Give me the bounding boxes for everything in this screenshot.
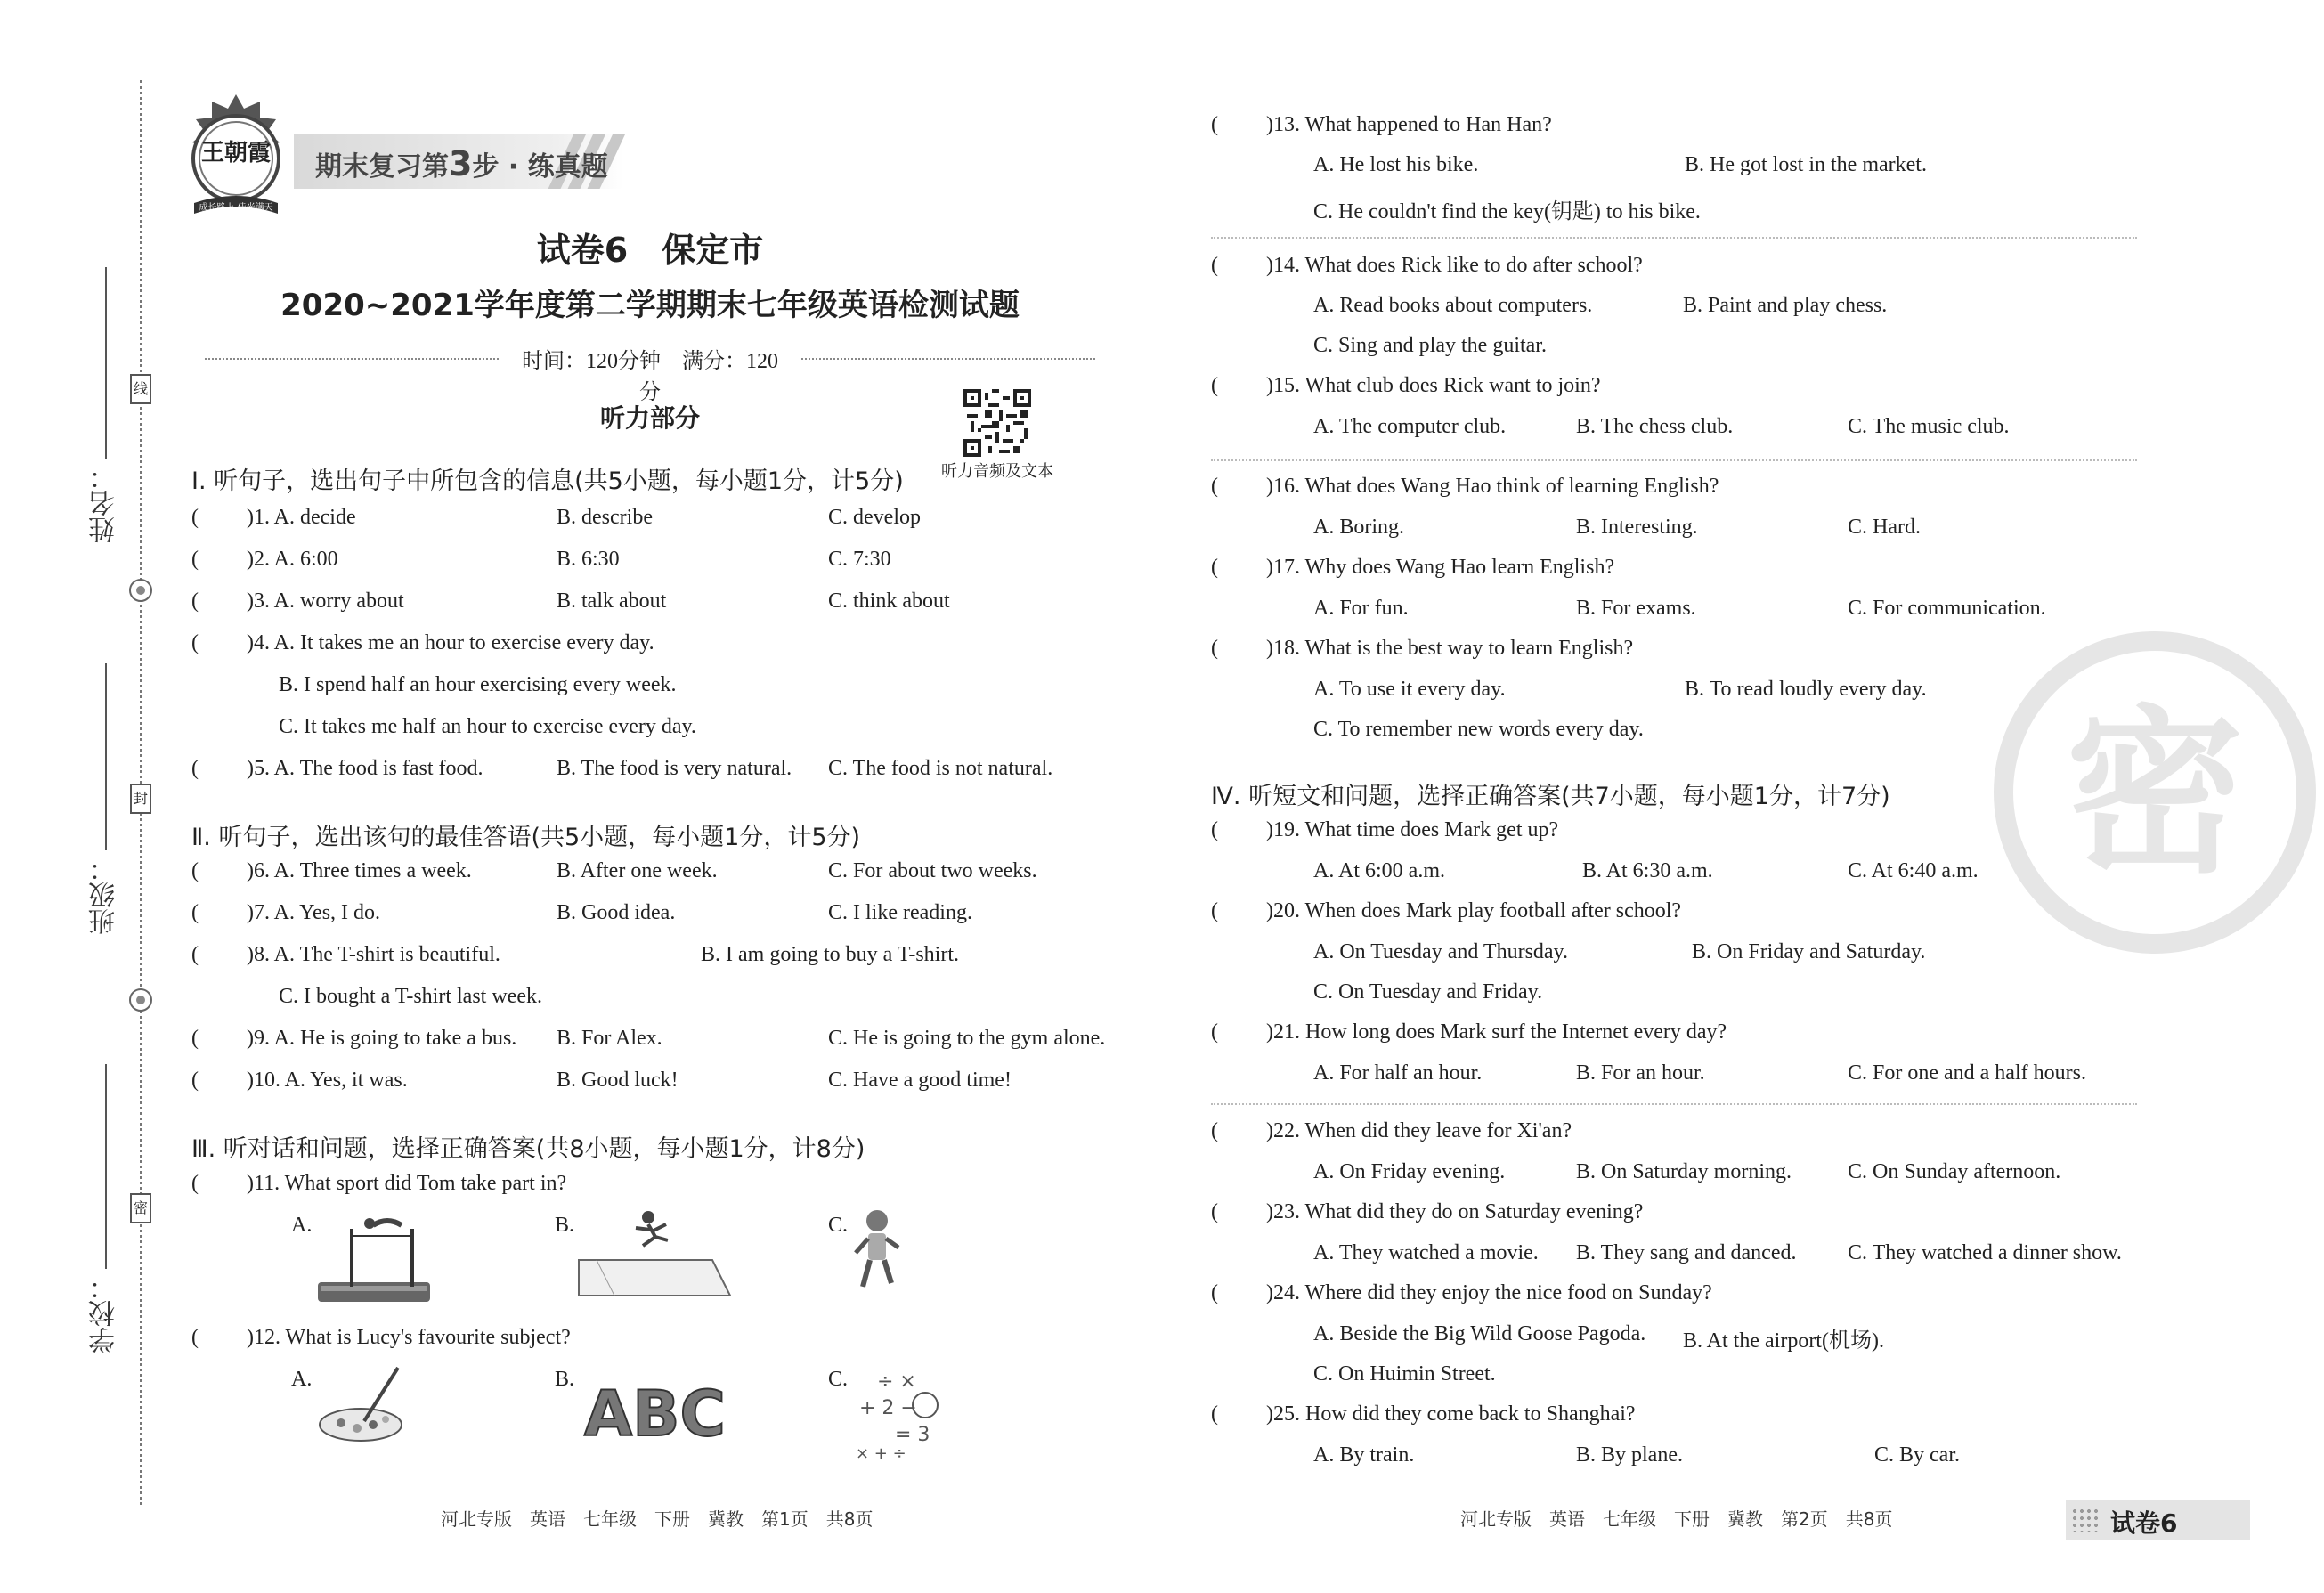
answer-bracket[interactable]: (: [191, 943, 199, 966]
q20-option-b: B. On Friday and Saturday.: [1692, 940, 1926, 963]
option-a: )10. A. Yes, it was.: [247, 1069, 408, 1092]
question-text: )18. What is the best way to learn English?: [1266, 637, 1634, 660]
option-c: C. I like reading.: [828, 901, 972, 924]
q14-option-a: A. Read books about computers.: [1313, 294, 1593, 317]
q14-option-b: B. Paint and play chess.: [1683, 294, 1888, 317]
school-fill-line[interactable]: [105, 1064, 107, 1269]
option-b: B. I am going to buy a T-shirt.: [701, 943, 959, 966]
question-4: [191, 631, 1126, 667]
option-c: C. 7:30: [828, 548, 891, 571]
svg-text:× + ÷: × + ÷: [856, 1444, 906, 1463]
review-banner: [294, 134, 623, 189]
cut-mark-3: 密: [130, 1193, 151, 1223]
q11-label-c: C.: [828, 1214, 849, 1237]
option-b: B. describe: [557, 506, 653, 529]
option-a: )4. A. It takes me an hour to exercise every day.: [247, 631, 654, 654]
option-a: )6. A. Three times a week.: [247, 859, 472, 882]
q12-label-c: C.: [828, 1368, 849, 1391]
question-text: )16. What does Wang Hao think of learning English?: [1266, 475, 1719, 498]
q23-option-b: B. They sang and danced.: [1576, 1241, 1797, 1264]
option-a: )8. A. The T-shirt is beautiful.: [247, 943, 500, 966]
q23-option-c: C. They watched a dinner show.: [1848, 1241, 2122, 1264]
q21-option-a: A. For half an hour.: [1313, 1061, 1483, 1085]
answer-bracket[interactable]: (: [191, 859, 199, 882]
section-1-heading: Ⅰ. 听句子，选出句子中所包含的信息(共5小题，每小题1分，计5分): [191, 467, 904, 495]
dots-pattern-icon: [2071, 1508, 2101, 1532]
school-label: 学校：: [89, 1273, 120, 1353]
answer-bracket[interactable]: (: [191, 1069, 199, 1092]
q12-label-a: A.: [291, 1368, 313, 1391]
question-15: [1211, 374, 2146, 410]
question-text: )22. When did they leave for Xi'an?: [1266, 1119, 1572, 1142]
high-jump-picture: [316, 1211, 432, 1313]
banner-prefix: 期末复习第: [315, 151, 449, 183]
svg-text:成长路上 佳光满天: 成长路上 佳光满天: [199, 203, 273, 213]
running-boy-picture: [850, 1207, 904, 1300]
question-16: [1211, 475, 2146, 510]
publisher-logo: [178, 89, 294, 223]
option-c: C. The food is not natural.: [828, 757, 1053, 780]
q8-option-c: C. I bought a T-shirt last week.: [279, 985, 542, 1008]
q25-option-a: A. By train.: [1313, 1443, 1415, 1467]
answer-bracket[interactable]: (: [1211, 113, 1218, 136]
q22-option-a: A. On Friday evening.: [1313, 1160, 1506, 1183]
confidential-seal-watermark: [1986, 623, 2324, 962]
q13-option-c: C. He couldn't find the key(钥匙) to his bike.: [1313, 200, 1701, 224]
answer-bracket[interactable]: (: [1211, 1200, 1218, 1223]
q17-option-c: C. For communication.: [1848, 597, 2046, 620]
answer-bracket[interactable]: (: [1211, 1402, 1218, 1426]
question-separator: [1211, 459, 2137, 461]
class-label: 班级：: [89, 855, 120, 935]
q22-option-b: B. On Saturday morning.: [1576, 1160, 1792, 1183]
q24-option-a: A. Beside the Big Wild Goose Pagoda.: [1313, 1322, 1646, 1345]
q15-option-a: A. The computer club.: [1313, 415, 1507, 438]
question-text: )21. How long does Mark surf the Internet every day?: [1266, 1020, 1727, 1044]
question-25: [1211, 1402, 2146, 1438]
answer-bracket[interactable]: (: [191, 548, 199, 571]
q18-option-a: A. To use it every day.: [1313, 678, 1506, 701]
q12-label-b: B.: [555, 1368, 575, 1391]
question-2: [191, 548, 1126, 583]
question-1: [191, 506, 1126, 541]
question-23: [1211, 1200, 2146, 1236]
answer-bracket[interactable]: (: [1211, 475, 1218, 498]
question-21: [1211, 1020, 2146, 1056]
q19-option-b: B. At 6:30 a.m.: [1582, 859, 1713, 882]
long-jump-picture: [579, 1207, 730, 1309]
time-score-info: 时间：120分钟 满分：120分: [516, 343, 784, 405]
q13-option-b: B. He got lost in the market.: [1685, 153, 1927, 176]
question-5: [191, 757, 1126, 792]
answer-bracket[interactable]: (: [1211, 1281, 1218, 1304]
svg-text:÷ ×: ÷ ×: [877, 1370, 916, 1393]
question-24: [1211, 1281, 2146, 1317]
q15-option-c: C. The music club.: [1848, 415, 2010, 438]
option-a: )7. A. Yes, I do.: [247, 901, 381, 924]
q17-option-a: A. For fun.: [1313, 597, 1409, 620]
q22-option-c: C. On Sunday afternoon.: [1848, 1160, 2061, 1183]
answer-bracket[interactable]: (: [1211, 556, 1218, 579]
question-10: [191, 1069, 1126, 1104]
question-7: [191, 901, 1126, 937]
svg-text:王朝霞: 王朝霞: [200, 140, 272, 167]
answer-bracket[interactable]: (: [191, 1326, 199, 1349]
q13-option-a: A. He lost his bike.: [1313, 153, 1479, 176]
option-b: B. Good luck!: [557, 1069, 679, 1092]
question-separator: [1211, 237, 2137, 239]
section-4-heading: Ⅳ. 听短文和问题，选择正确答案(共7小题，每小题1分，计7分): [1211, 783, 1890, 810]
q24-option-b: B. At the airport(机场).: [1683, 1329, 1884, 1353]
option-c: C. develop: [828, 506, 921, 529]
option-a: )9. A. He is going to take a bus.: [247, 1027, 517, 1050]
svg-text:ABC: ABC: [584, 1378, 726, 1451]
question-17: [1211, 556, 2146, 591]
answer-bracket[interactable]: (: [191, 901, 199, 924]
cut-mark-1: 线: [130, 374, 151, 404]
q18-option-b: B. To read loudly every day.: [1685, 678, 1927, 701]
option-a: )2. A. 6:00: [247, 548, 338, 571]
answer-bracket[interactable]: (: [191, 757, 199, 780]
answer-bracket[interactable]: (: [1211, 818, 1218, 841]
class-fill-line[interactable]: [105, 663, 107, 850]
question-6: [191, 859, 1126, 895]
q16-option-a: A. Boring.: [1313, 516, 1404, 539]
q25-option-b: B. By plane.: [1576, 1443, 1683, 1467]
q19-option-c: C. At 6:40 a.m.: [1848, 859, 1979, 882]
footer-right-page: 河北专版 英语 七年级 下册 冀教 第2页 共8页: [1460, 1508, 1893, 1530]
q19-option-a: A. At 6:00 a.m.: [1313, 859, 1445, 882]
question-13: [1211, 113, 2146, 149]
question-text: )17. Why does Wang Hao learn English?: [1266, 556, 1615, 579]
answer-bracket[interactable]: (: [191, 506, 199, 529]
name-label: 姓名：: [89, 463, 120, 543]
question-text: )20. When does Mark play football after school?: [1266, 899, 1682, 922]
paper-title: 试卷6 保定市: [536, 231, 764, 270]
question-text: )11. What sport did Tom take part in?: [247, 1172, 567, 1195]
question-11: [191, 1172, 1126, 1207]
binding-margin: [0, 0, 178, 1593]
option-b: B. After one week.: [557, 859, 718, 882]
paper-tab-label: 试卷6: [2110, 1508, 2178, 1538]
answer-bracket[interactable]: (: [191, 631, 199, 654]
q17-option-b: B. For exams.: [1576, 597, 1696, 620]
question-3: [191, 589, 1126, 625]
cut-mark-2: 封: [130, 784, 151, 814]
option-c: C. think about: [828, 589, 950, 613]
abc-letters-picture: [579, 1362, 726, 1451]
question-text: )14. What does Rick like to do after school?: [1266, 254, 1643, 277]
answer-bracket[interactable]: (: [1211, 374, 1218, 397]
banner-suffix: 步 · 练真题: [472, 151, 608, 183]
q11-label-b: B.: [555, 1214, 575, 1237]
svg-text:密: 密: [2065, 690, 2245, 898]
question-14: [1211, 254, 2146, 289]
q16-option-c: C. Hard.: [1848, 516, 1921, 539]
q23-option-a: A. They watched a movie.: [1313, 1241, 1539, 1264]
question-text: )19. What time does Mark get up?: [1266, 818, 1559, 841]
name-fill-line[interactable]: [105, 267, 107, 459]
question-text: )23. What did they do on Saturday evening?: [1266, 1200, 1644, 1223]
answer-bracket[interactable]: (: [191, 1172, 199, 1195]
q4-option-b: B. I spend half an hour exercising every week.: [279, 673, 677, 696]
section-2-heading: Ⅱ. 听句子，选出该句的最佳答语(共5小题，每小题1分，计5分): [191, 824, 861, 851]
option-c: C. Have a good time!: [828, 1069, 1012, 1092]
art-palette-picture: [316, 1362, 414, 1451]
listening-section-title: 听力部分: [599, 403, 700, 433]
option-b: B. The food is very natural.: [557, 757, 792, 780]
q20-option-a: A. On Tuesday and Thursday.: [1313, 940, 1568, 963]
q14-option-c: C. Sing and play the guitar.: [1313, 334, 1547, 357]
option-c: C. For about two weeks.: [828, 859, 1037, 882]
section-3-heading: Ⅲ. 听对话和问题，选择正确答案(共8小题，每小题1分，计8分): [191, 1135, 865, 1163]
option-b: B. talk about: [557, 589, 667, 613]
qr-code-icon[interactable]: [963, 389, 1031, 457]
binding-ring-1: [129, 579, 152, 602]
answer-bracket[interactable]: (: [191, 589, 199, 613]
option-b: B. 6:30: [557, 548, 620, 571]
question-text: )25. How did they come back to Shanghai?: [1266, 1402, 1636, 1426]
q21-option-c: C. For one and a half hours.: [1848, 1061, 2086, 1085]
paper-subtitle: 2020~2021学年度第二学期期末七年级英语检测试题: [280, 288, 1020, 323]
question-12: [191, 1326, 1126, 1361]
question-text: )13. What happened to Han Han?: [1266, 113, 1552, 136]
q4-option-c: C. It takes me half an hour to exercise every day.: [279, 715, 696, 738]
option-a: )5. A. The food is fast food.: [247, 757, 483, 780]
footer-left-page: 河北专版 英语 七年级 下册 冀教 第1页 共8页: [441, 1508, 874, 1530]
question-22: [1211, 1119, 2146, 1155]
question-9: [191, 1027, 1126, 1062]
question-text: )24. Where did they enjoy the nice food on Sunday?: [1266, 1281, 1712, 1304]
option-c: C. He is going to the gym alone.: [828, 1027, 1106, 1050]
q15-option-b: B. The chess club.: [1576, 415, 1734, 438]
answer-bracket[interactable]: (: [1211, 637, 1218, 660]
banner-step-number: 3: [449, 144, 473, 183]
q24-option-c: C. On Huimin Street.: [1313, 1362, 1496, 1386]
answer-bracket[interactable]: (: [1211, 254, 1218, 277]
paper-tab: [2066, 1500, 2250, 1540]
answer-bracket[interactable]: (: [1211, 899, 1218, 922]
q20-option-c: C. On Tuesday and Friday.: [1313, 980, 1543, 1004]
svg-text:+ 2 −: + 2 −: [859, 1397, 917, 1419]
question-8: [191, 943, 1126, 979]
option-b: B. For Alex.: [557, 1027, 662, 1050]
time-score-line: [178, 343, 1104, 404]
q25-option-c: C. By car.: [1874, 1443, 1960, 1467]
svg-text:= 3: = 3: [895, 1424, 930, 1446]
binding-ring-2: [129, 988, 152, 1012]
answer-bracket[interactable]: (: [1211, 1020, 1218, 1044]
question-text: )12. What is Lucy's favourite subject?: [247, 1326, 571, 1349]
answer-bracket[interactable]: (: [191, 1027, 199, 1050]
question-separator: [1211, 1103, 2137, 1105]
q21-option-b: B. For an hour.: [1576, 1061, 1705, 1085]
option-a: )3. A. worry about: [247, 589, 404, 613]
q16-option-b: B. Interesting.: [1576, 516, 1698, 539]
qr-code-label: 听力音频及文本: [941, 462, 1053, 481]
question-text: )15. What club does Rick want to join?: [1266, 374, 1601, 397]
q11-label-a: A.: [291, 1214, 313, 1237]
option-b: B. Good idea.: [557, 901, 676, 924]
math-symbols-picture: [850, 1361, 957, 1472]
answer-bracket[interactable]: (: [1211, 1119, 1218, 1142]
option-a: )1. A. decide: [247, 506, 356, 529]
q18-option-c: C. To remember new words every day.: [1313, 718, 1644, 741]
